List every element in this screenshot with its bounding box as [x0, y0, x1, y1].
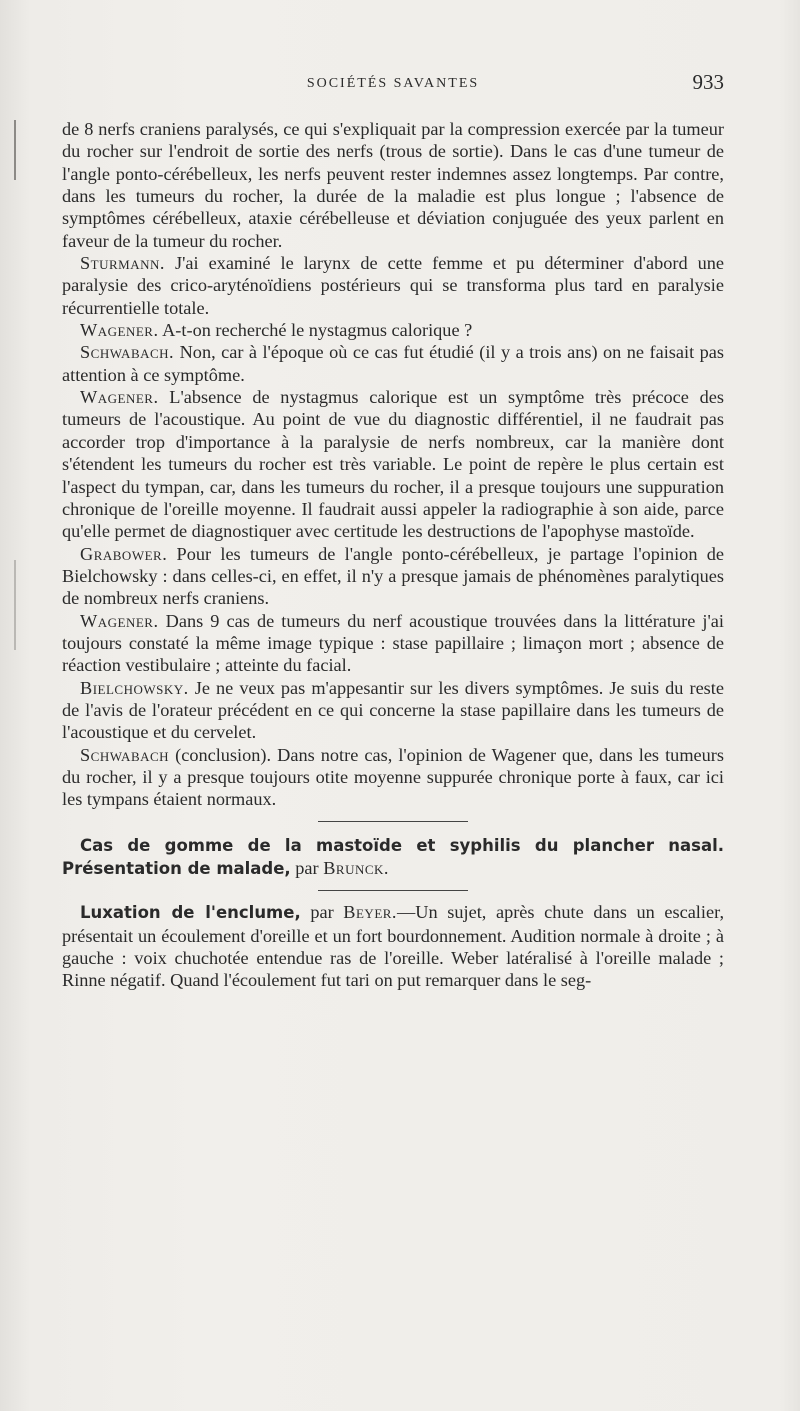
section-divider: [318, 890, 468, 891]
margin-mark: [14, 120, 16, 180]
speaker-name: Grabower.: [80, 543, 168, 564]
running-head: SOCIÉTÉS SAVANTES: [306, 76, 480, 91]
section-by: par: [300, 902, 344, 923]
paragraph-text: J'ai examiné le larynx de cette femme et pu déterminer d'abord une paralysie des crico-aryténoïdiens postérieurs qui se transforma plus tard en paralysie récurrentielle totale.: [62, 253, 724, 318]
paragraph-4: [62, 341, 724, 386]
paragraph-9: [62, 744, 724, 811]
section-title: Luxation de l'enclume,: [80, 903, 301, 923]
paragraph-text: A-t-on recherché le nystagmus calorique ?: [158, 320, 473, 341]
paragraph-1: [62, 118, 724, 252]
speaker-name: Wagener.: [80, 387, 159, 408]
margin-mark: [14, 560, 16, 650]
section-title: Cas de gomme de la mastoïde et syphilis du plancher nasal. Présentation de malade,: [62, 835, 724, 878]
page-number: 933: [692, 70, 724, 94]
speaker-name: Schwabach.: [80, 342, 175, 363]
paragraph-text: Dans 9 cas de tumeurs du nerf acoustique trouvées dans la littérature j'ai toujours constaté la même image typique : stase papillaire ; limaçon mort ; absence de réaction vestibulaire ; atteinte du facial.: [62, 610, 724, 676]
paragraph-text: Non, car à l'époque où ce cas fut étudié (il y a trois ans) on ne faisait pas attention à ce symptôme.: [62, 342, 724, 385]
paragraph-text: de 8 nerfs craniens paralysés, ce qui s'expliquait par la compression exercée par la tumeur du rocher sur l'endroit de sortie des nerfs (trous de sortie). Dans le cas d'une tumeur de l'angle ponto-cérébelleux, les nerfs peuvent rester indemnes assez longtemps. Par contre, dans les tumeurs du rocher, la durée de la maladie est plus longue ; l'absence de symptômes cérébelleux, ataxie cérébelleuse et déviation conjuguée des yeux parlent en faveur de la tumeur du rocher.: [62, 119, 724, 251]
speaker-name: Wagener.: [80, 320, 159, 341]
body-text: [62, 118, 724, 992]
speaker-name: Sturmann.: [80, 253, 165, 274]
paragraph-5: [62, 386, 724, 542]
paragraph-text: L'absence de nystagmus calorique est un symptôme très précoce des tumeurs de l'acoustique. Au point de vue du diagnostic différentiel, il ne faudrait pas accorder trop d'importance à la paralysie de nerfs nombreux, car la manière dont s'étendent les tumeurs du rocher est très variable. Le point de repère le plus certain est l'aspect du tympan, car, dans les tumeurs du rocher, il a presque toujours une suppuration chronique de l'oreille moyenne. Il faudrait aussi appeler la radiographie à son aide, parce qu'elle permet de diagnostiquer avec certitude les destructions de l'apophyse mastoïde.: [62, 387, 724, 542]
paragraph-text: Pour les tumeurs de l'angle ponto-cérébelleux, je partage l'opinion de Bielchowsky : dans celles-ci, en effet, il n'y a presque jamais de phénomènes paralytiques de nombreux nerfs craniens.: [62, 543, 724, 609]
paragraph-text: Je ne veux pas m'appesantir sur les divers symptômes. Je suis du reste de l'avis de l'orateur précédent en ce qui concerne la stase papillaire dans les tumeurs de l'acoustique et du cervelet.: [62, 677, 724, 743]
section-by: par: [290, 858, 324, 878]
paragraph-8: [62, 677, 724, 744]
paragraph-text: (conclusion). Dans notre cas, l'opinion de Wagener que, dans les tumeurs du rocher, il y a presque toujours otite moyenne suppurée chronique porte à faux, car ici les tympans étaient normaux.: [62, 744, 724, 810]
section-divider: [318, 821, 468, 822]
paragraph-3: [62, 319, 724, 341]
paragraph-7: [62, 610, 724, 677]
speaker-name: Schwabach: [80, 744, 170, 765]
paragraph-6: [62, 543, 724, 610]
section-author: Beyer.: [343, 902, 398, 923]
speaker-name: Bielchowsky.: [80, 677, 189, 698]
section-heading-luxation: [62, 901, 724, 991]
page-header: [62, 70, 724, 106]
section-author: Brunck.: [323, 858, 389, 878]
paragraph-2: [62, 252, 724, 319]
section-heading-gomme: [62, 834, 724, 881]
speaker-name: Wagener.: [80, 610, 159, 631]
section-text: —Un sujet, après chute dans un escalier, présentait un écoulement d'oreille et un fort bourdonnement. Audition normale à droite ; à gauche : voix chuchotée entendue ras de l'oreille. Weber latéralisé à l'oreille malade ; Rinne négatif. Quand l'écoulement fut tari on put remarquer dans le seg-: [62, 902, 725, 991]
